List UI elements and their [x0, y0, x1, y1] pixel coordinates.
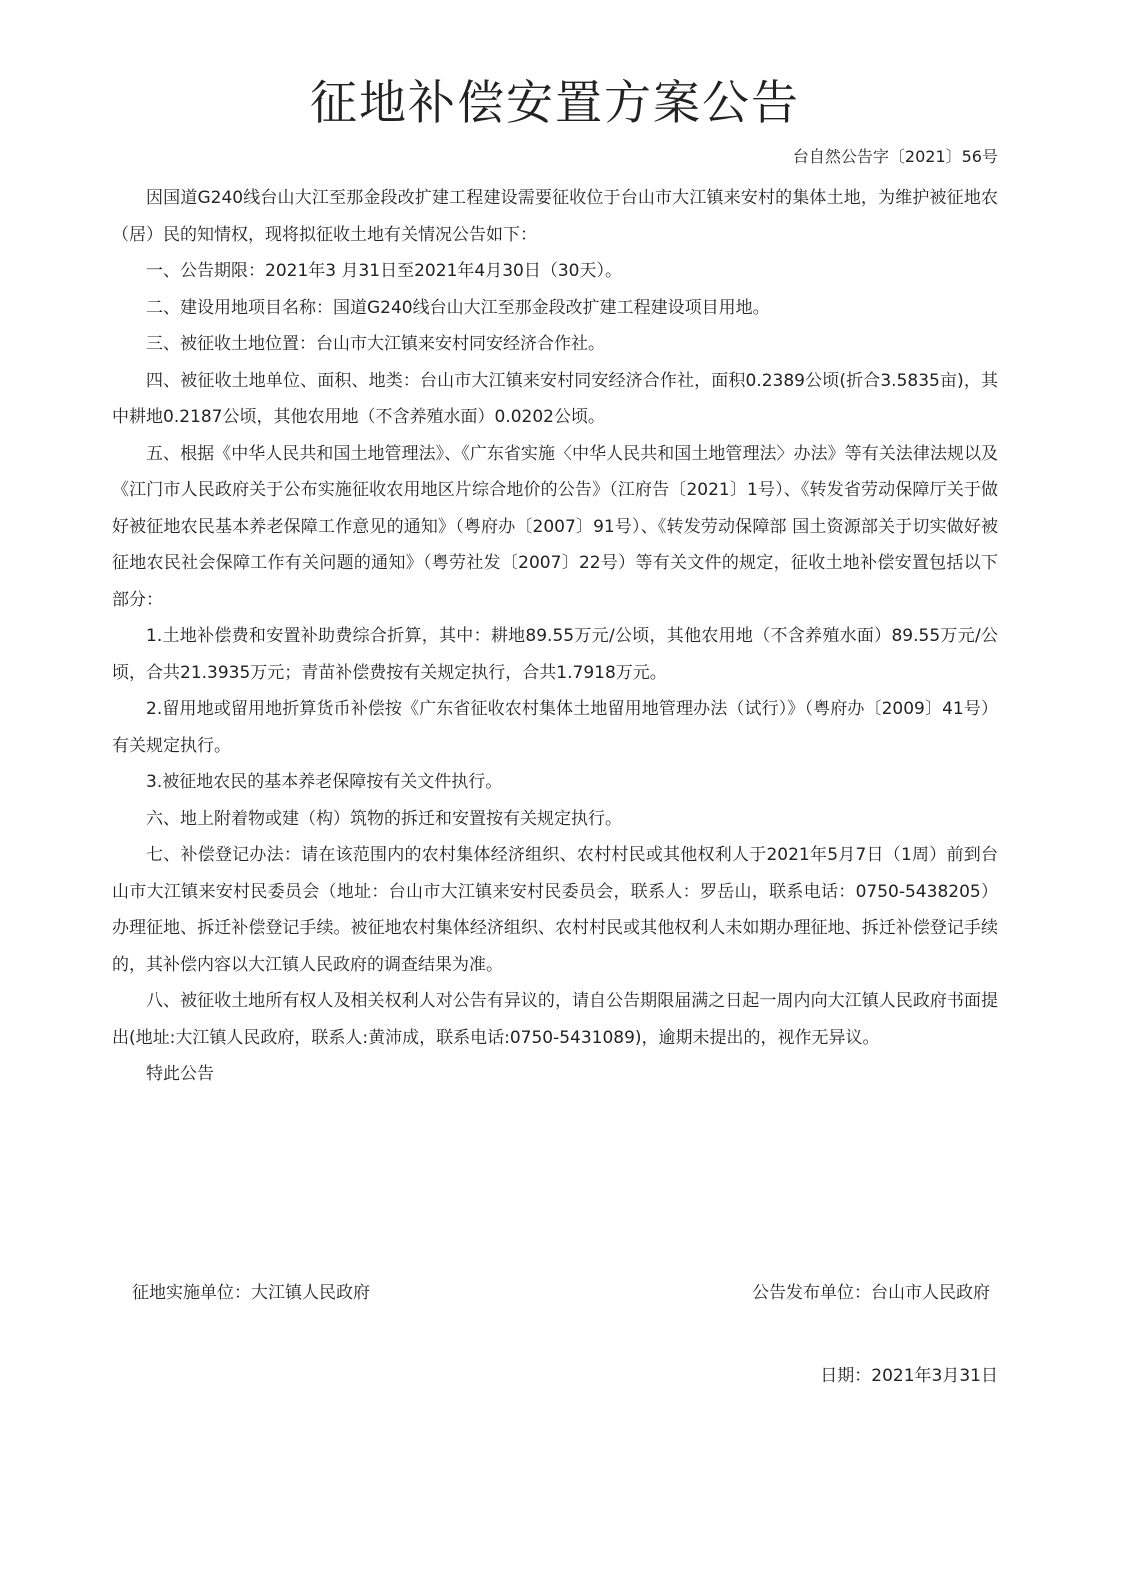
- paragraph-registration: 七、补偿登记办法：请在该范围内的农村集体经济组织、农村村民或其他权利人于2021年5月7日（1周）前到台山市大江镇来安村民委员会（地址：台山市大江镇来安村民委员会，联系人：罗岳山，联系电话：0750-5438205）办理征地、拆迁补偿登记手续。被征地农村集体经济组织、农村村民或其他权利人未如期办理征地、拆迁补偿登记手续的，其补偿内容以大江镇人民政府的调查结果为准。: [112, 845, 998, 975]
- paragraph-project-name: 二、建设用地项目名称：国道G240线台山大江至那金段改扩建工程建设项目用地。: [146, 297, 770, 318]
- intro-paragraph: 因国道G240线台山大江至那金段改扩建工程建设需要征收位于台山市大江镇来安村的集体土地，为维护被征地农（居）民的知情权，现将拟征收土地有关情况公告如下：: [112, 188, 998, 245]
- issuing-unit: 公告发布单位：台山市人民政府: [752, 1283, 990, 1303]
- issue-date: 日期：2021年3月31日: [820, 1366, 998, 1386]
- paragraph-notice-period: 一、公告期限：2021年3 月31日至2021年4月30日（30天）。: [146, 261, 622, 281]
- paragraph-objection: 八、被征收土地所有权人及相关权利人对公告有异议的，请自公告期限届满之日起一周内向大江镇人民政府书面提出(地址:大江镇人民政府，联系人:黄沛成，联系电话:0750-5431089)，逾期未提出的，视作无异议。: [112, 991, 998, 1048]
- implementing-unit: 征地实施单位：大江镇人民政府: [132, 1283, 370, 1303]
- paragraph-land-area: 四、被征收土地单位、面积、地类：台山市大江镇来安村同安经济合作社，面积0.2389公顷(折合3.5835亩)，其中耕地0.2187公顷，其他农用地（不含养殖水面）0.0202公顷。: [112, 370, 998, 427]
- document-body: [112, 180, 998, 1093]
- paragraph-compensation-3: 3.被征地农民的基本养老保障按有关文件执行。: [146, 772, 503, 792]
- closing-remark: 特此公告: [146, 1064, 214, 1084]
- paragraph-land-location: 三、被征收土地位置：台山市大江镇来安村同安经济合作社。: [146, 334, 605, 354]
- paragraph-legal-basis: 五、根据《中华人民共和国土地管理法》、《广东省实施〈中华人民共和国土地管理法〉办法》等有关法律法规以及《江门市人民政府关于公布实施征收农用地区片综合地价的公告》（江府告〔2021〕1号）、《转发省劳动保障厅关于做好被征地农民基本养老保障工作意见的通知》（粤府办〔2007〕91号）、《转发劳动保障部 国土资源部关于切实做好被征地农民社会保障工作有关问题的通知》（粤劳社发〔2007〕22号）等有关文件的规定，征收土地补偿安置包括以下部分：: [112, 443, 998, 610]
- document-number: 台自然公告字〔2021〕56号: [792, 147, 998, 166]
- paragraph-compensation-2: 2.留用地或留用地折算货币补偿按《广东省征收农村集体土地留用地管理办法（试行）》（粤府办〔2009〕41号）有关规定执行。: [112, 699, 998, 756]
- paragraph-relocation: 六、地上附着物或建（构）筑物的拆迁和安置按有关规定执行。: [146, 808, 622, 829]
- paragraph-compensation-1: 1.土地补偿费和安置补助费综合折算，其中：耕地89.55万元/公顷，其他农用地（不含养殖水面）89.55万元/公顷，合共21.3935万元；青苗补偿费按有关规定执行，合共1.7918万元。: [112, 626, 998, 683]
- page-title: 征地补偿安置方案公告: [310, 76, 800, 131]
